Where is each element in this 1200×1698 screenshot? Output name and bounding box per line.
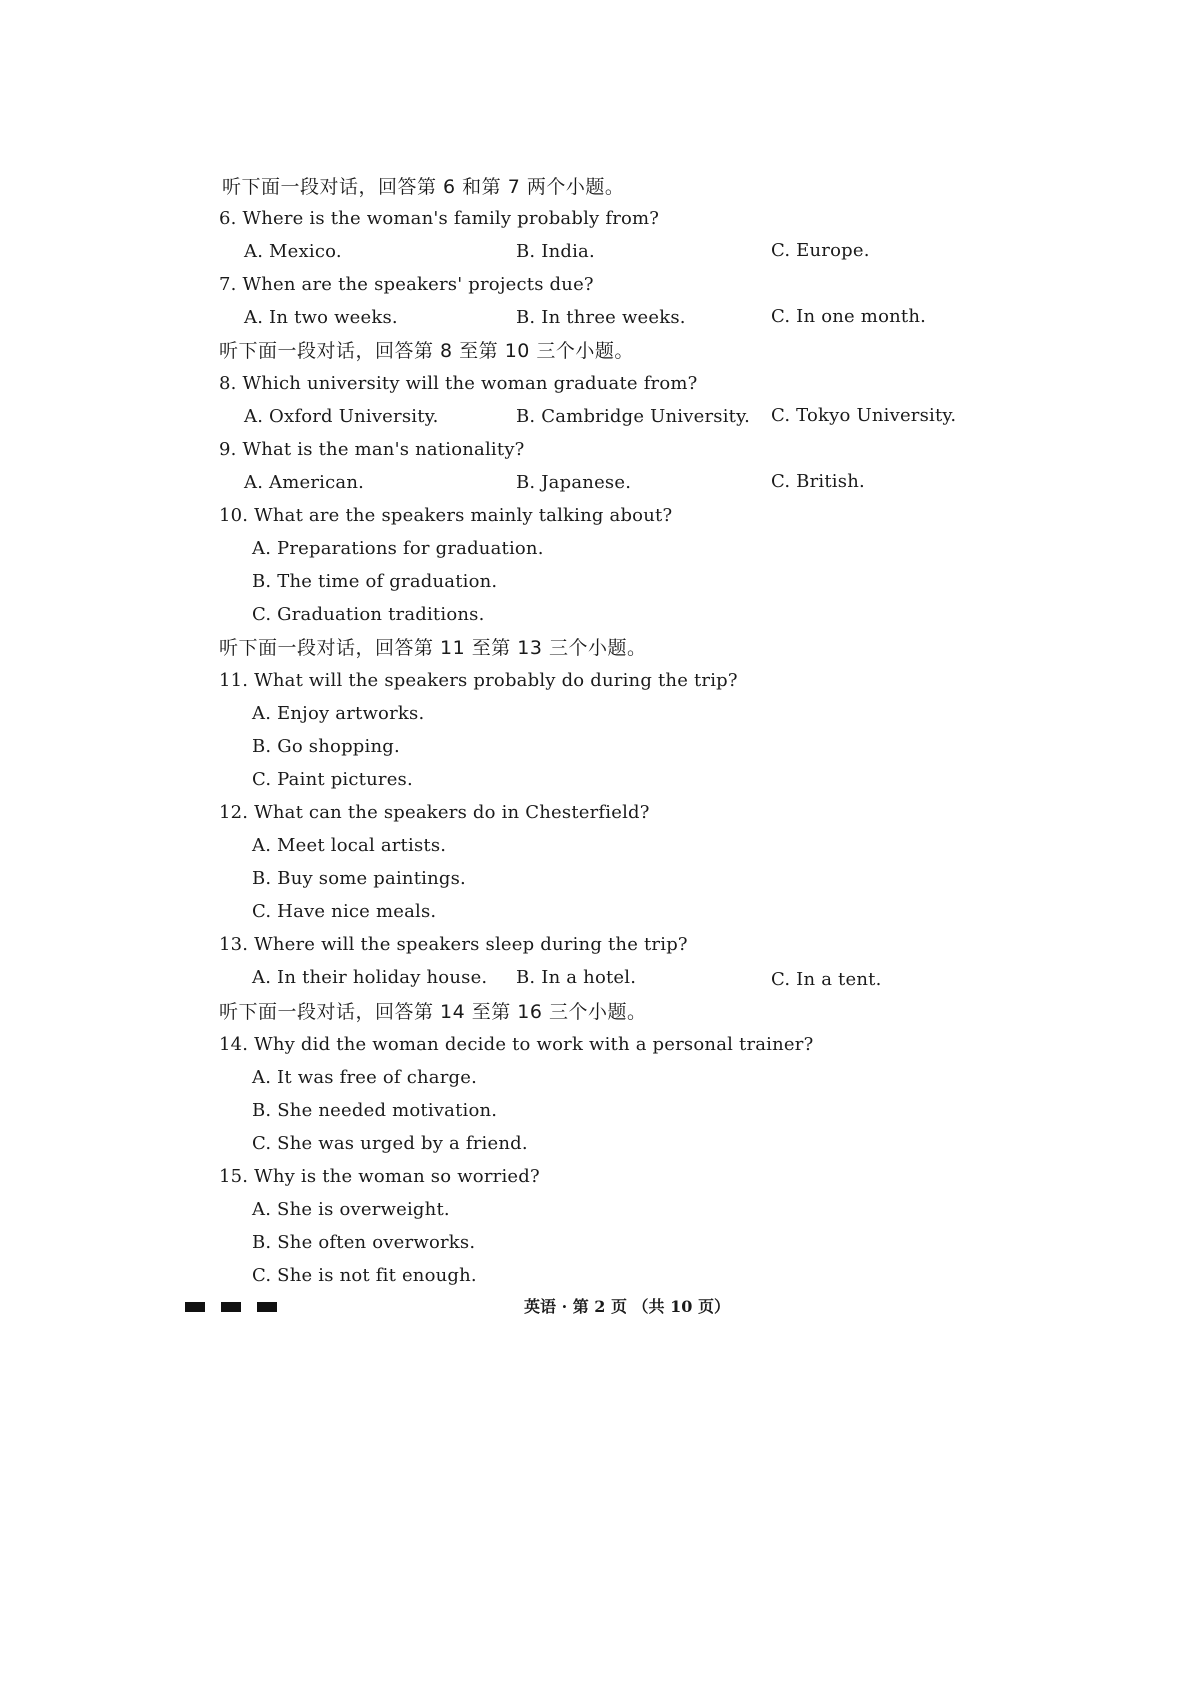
question-12-option-b: B. Buy some paintings. [252, 868, 466, 889]
question-10-option-a: A. Preparations for graduation. [252, 538, 544, 559]
registration-mark [221, 1302, 241, 1312]
question-8-option-a: A. Oxford University. [244, 406, 439, 427]
question-12-option-a: A. Meet local artists. [252, 835, 447, 856]
question-7-option-c: C. In one month. [771, 306, 927, 327]
question-14-stem: 14. Why did the woman decide to work with a personal trainer? [219, 1034, 814, 1055]
question-9-stem: 9. What is the man's nationality? [219, 439, 525, 460]
question-9-option-c: C. British. [771, 471, 865, 492]
question-8-stem: 8. Which university will the woman graduate from? [219, 373, 698, 394]
section-instruction-8-10: 听下面一段对话，回答第 8 至第 10 三个小题。 [219, 340, 634, 362]
question-10-stem: 10. What are the speakers mainly talking about? [219, 505, 673, 526]
question-10-option-b: B. The time of graduation. [252, 571, 498, 592]
question-15-option-b: B. She often overworks. [252, 1232, 476, 1253]
section-instruction-6-7: 听下面一段对话，回答第 6 和第 7 两个小题。 [222, 176, 625, 198]
question-15-stem: 15. Why is the woman so worried? [219, 1166, 540, 1187]
question-13-stem: 13. Where will the speakers sleep during the trip? [219, 934, 688, 955]
question-13-option-b: B. In a hotel. [516, 967, 637, 988]
section-instruction-11-13: 听下面一段对话，回答第 11 至第 13 三个小题。 [219, 637, 647, 659]
registration-mark [257, 1302, 277, 1312]
question-14-option-b: B. She needed motivation. [252, 1100, 498, 1121]
question-12-option-c: C. Have nice meals. [252, 901, 437, 922]
question-6-stem: 6. Where is the woman's family probably from? [219, 208, 660, 229]
question-9-option-a: A. American. [244, 472, 365, 493]
section-instruction-14-16: 听下面一段对话，回答第 14 至第 16 三个小题。 [219, 1001, 647, 1023]
question-6-option-a: A. Mexico. [244, 241, 342, 262]
question-14-option-a: A. It was free of charge. [252, 1067, 478, 1088]
question-12-stem: 12. What can the speakers do in Chesterfield? [219, 802, 650, 823]
question-13-option-c: C. In a tent. [771, 969, 882, 990]
question-7-stem: 7. When are the speakers' projects due? [219, 274, 594, 295]
question-13-option-a: A. In their holiday house. [252, 967, 488, 988]
question-8-option-c: C. Tokyo University. [771, 405, 957, 426]
question-11-stem: 11. What will the speakers probably do during the trip? [219, 670, 738, 691]
question-11-option-c: C. Paint pictures. [252, 769, 413, 790]
question-15-option-a: A. She is overweight. [252, 1199, 450, 1220]
question-10-option-c: C. Graduation traditions. [252, 604, 485, 625]
question-8-option-b: B. Cambridge University. [516, 406, 751, 427]
question-7-option-b: B. In three weeks. [516, 307, 686, 328]
question-6-option-b: B. India. [516, 241, 595, 262]
question-14-option-c: C. She was urged by a friend. [252, 1133, 528, 1154]
registration-mark [185, 1302, 205, 1312]
question-11-option-b: B. Go shopping. [252, 736, 400, 757]
question-9-option-b: B. Japanese. [516, 472, 632, 493]
question-11-option-a: A. Enjoy artworks. [252, 703, 425, 724]
question-7-option-a: A. In two weeks. [244, 307, 398, 328]
question-6-option-c: C. Europe. [771, 240, 870, 261]
page-footer: 英语 · 第 2 页 （共 10 页） [524, 1297, 730, 1316]
question-15-option-c: C. She is not fit enough. [252, 1265, 477, 1286]
